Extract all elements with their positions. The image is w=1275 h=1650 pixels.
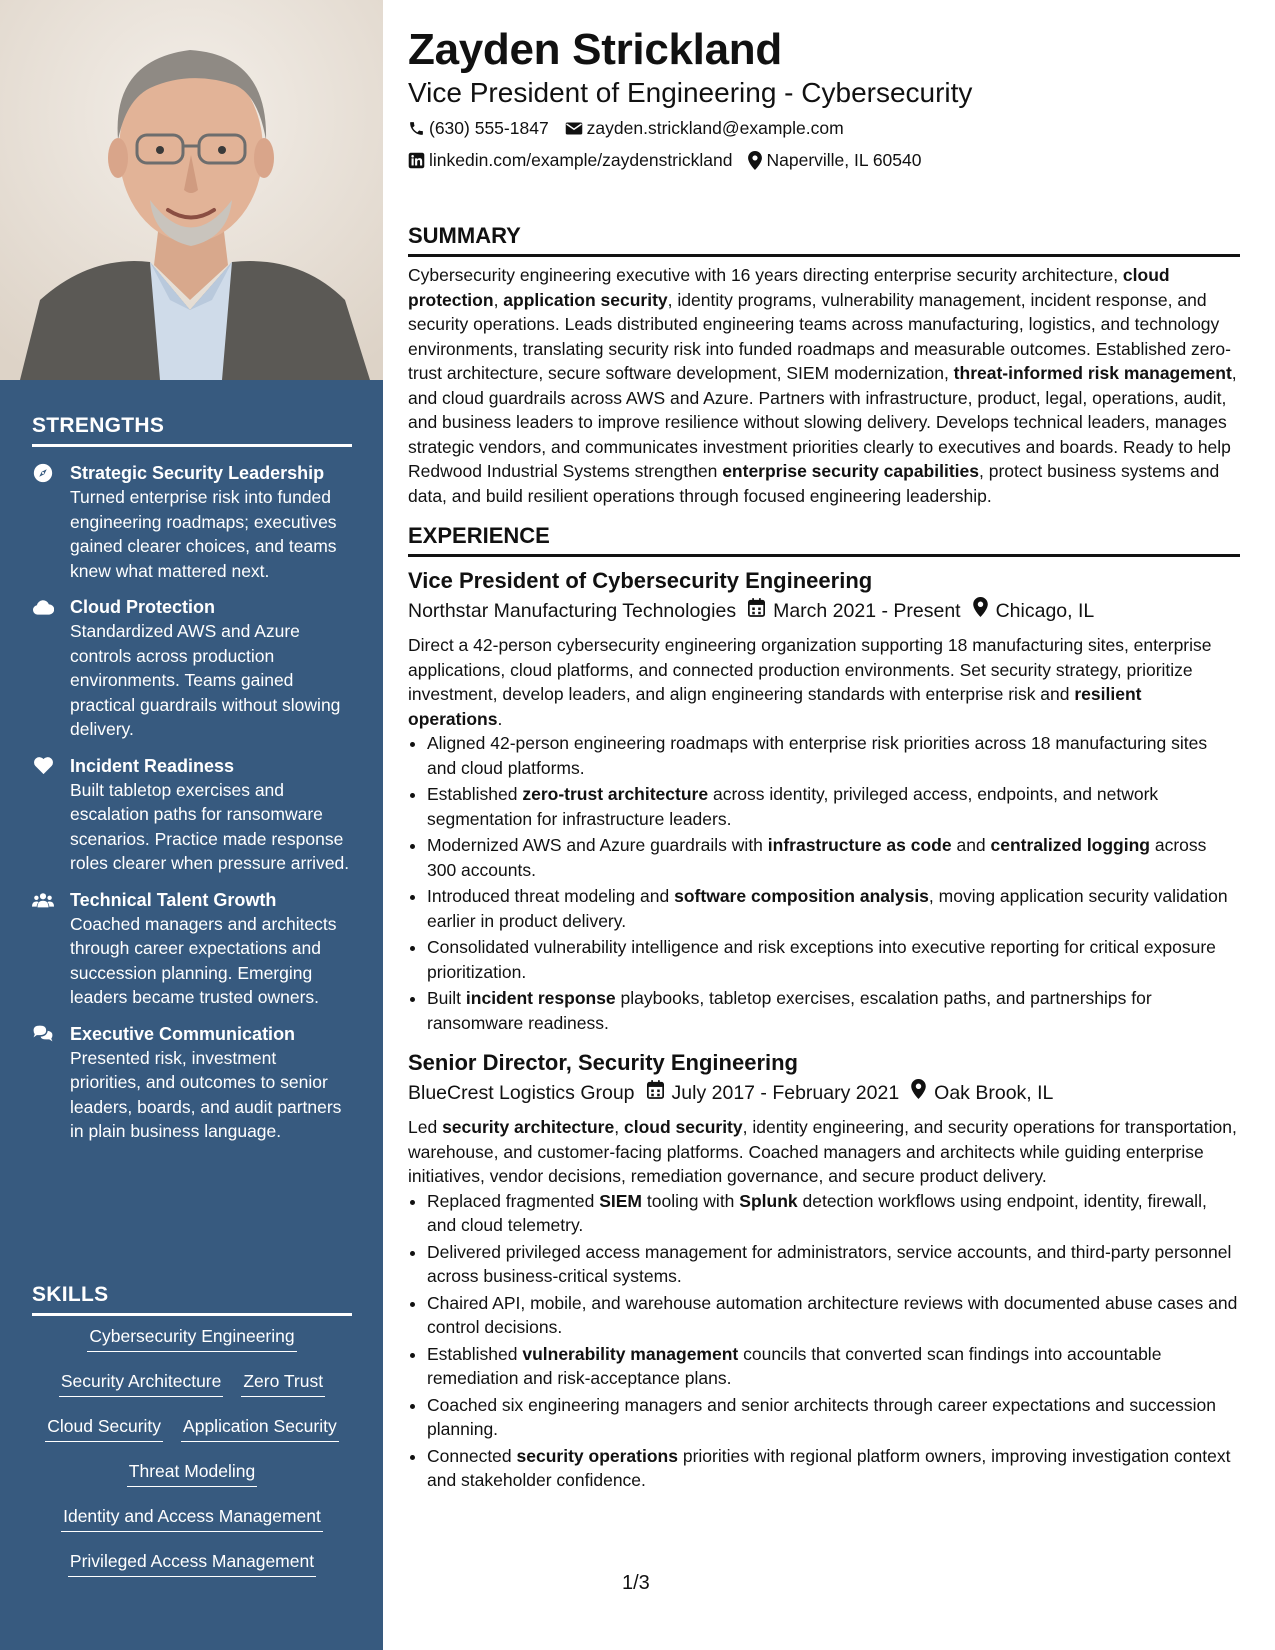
job-intro xyxy=(408,1115,1240,1189)
skill-tag: Identity and Access Management xyxy=(61,1504,323,1532)
job-dates xyxy=(748,597,961,625)
strength-item xyxy=(32,1022,352,1144)
summary-text xyxy=(408,263,1240,508)
bold-phrase: cloud security xyxy=(623,1117,743,1137)
text-run: councils that converted scan findings into accountable remediation and risk-acceptance plans. xyxy=(427,1343,1162,1388)
linkedin-icon xyxy=(408,152,425,169)
calendar-icon xyxy=(748,597,765,625)
company-name: BlueCrest Logistics Group xyxy=(408,1082,635,1104)
location-contact xyxy=(748,144,921,176)
skill-row xyxy=(32,1459,352,1504)
users-icon xyxy=(32,890,54,910)
experience-heading: EXPERIENCE xyxy=(408,522,1240,557)
text-run: , xyxy=(493,289,504,310)
job-title: Senior Director, Security Engineering xyxy=(408,1050,798,1075)
bold-phrase: zero-trust architecture xyxy=(522,784,709,804)
text-run: Replaced fragmented xyxy=(427,1190,600,1211)
strength-description: Presented risk, investment priorities, and outcomes to senior leaders, boards, and audit partners in plain business language. xyxy=(70,1047,342,1141)
skills-section xyxy=(32,1283,352,1594)
text-run: , and cloud guardrails across AWS and Azure. Partners with infrastructure, product, legal, operations, audit, and business leaders to improve resilience without slowing delivery. Develops technical leaders, manages strategic vendors, and communicates investment priorities clearly to executives and boards. Ready to help Redwood Industrial Systems strengthen xyxy=(408,363,1237,481)
page-number: 1/3 xyxy=(622,1572,650,1594)
bullet-item xyxy=(427,833,1240,882)
strengths-heading: STRENGTHS xyxy=(32,414,352,447)
job-intro xyxy=(408,633,1240,731)
strength-description: Coached managers and architects through career expectations and succession planning. Emerging leaders became trusted owners. xyxy=(70,913,337,1007)
envelope-icon xyxy=(565,121,583,136)
strength-title: Executive Communication xyxy=(70,1023,296,1044)
text-run: Direct a 42-person cybersecurity engineering organization supporting 18 manufacturing sites, enterprise applications, cloud platforms, and connected production environments. Set security strategy, prioritize investment, develop leaders, and align engineering standards with enterprise risk and xyxy=(408,635,1212,704)
email-text: zayden.strickland@example.com xyxy=(586,118,844,138)
job-title: Vice President of Cybersecurity Engineering xyxy=(408,568,873,593)
dates-text: July 2017 - February 2021 xyxy=(671,1082,900,1104)
job-bullets xyxy=(408,1189,1240,1493)
bold-phrase: Splunk xyxy=(739,1190,798,1211)
strength-item xyxy=(32,595,352,742)
heart-icon xyxy=(32,756,54,776)
candidate-title: Vice President of Engineering - Cybersecurity xyxy=(408,77,973,108)
bold-phrase: security operations xyxy=(516,1445,678,1466)
summary-heading: SUMMARY xyxy=(408,222,1240,257)
strength-description: Standardized AWS and Azure controls across production environments. Teams gained practical guardrails without slowing delivery. xyxy=(70,621,341,739)
strength-item xyxy=(32,754,352,876)
portrait-illustration xyxy=(0,0,383,380)
skill-row xyxy=(32,1324,352,1369)
skill-tag: Threat Modeling xyxy=(127,1459,257,1487)
contact-row-1 xyxy=(408,112,1240,144)
bullet-item xyxy=(427,986,1240,1035)
text-run: , moving application security validation earlier in product delivery. xyxy=(427,886,1228,931)
text-run: across identity, privileged access, endpoints, and network segmentation for infrastructure leaders. xyxy=(427,784,1159,829)
text-run: Consolidated vulnerability intelligence and risk exceptions into executive reporting for critical exposure prioritization. xyxy=(427,937,1216,982)
strength-description: Turned enterprise risk into funded engineering roadmaps; executives gained clearer choices, and teams knew what mattered next. xyxy=(70,487,337,581)
bold-phrase: infrastructure as code xyxy=(767,835,952,855)
email-contact[interactable] xyxy=(565,112,844,144)
jobs-list xyxy=(408,567,1240,1493)
bullet-item xyxy=(427,731,1240,780)
job-meta xyxy=(408,1079,1240,1107)
map-pin-icon xyxy=(748,151,762,170)
skill-tag: Application Security xyxy=(181,1414,339,1442)
job-entry xyxy=(408,1049,1240,1493)
strengths-section xyxy=(32,414,352,1144)
phone-text: (630) 555-1847 xyxy=(429,118,549,138)
text-run: , identity engineering, and security operations for transportation, warehouse, and customer-facing platforms. Coached managers and architects while guiding enterprise initiatives, vendor decisions, remediation governance, and secure product delivery. xyxy=(408,1117,1237,1186)
profile-photo xyxy=(0,0,383,380)
bullet-item xyxy=(427,1189,1240,1238)
bold-phrase: vulnerability management xyxy=(522,1343,739,1364)
text-run: Modernized AWS and Azure guardrails with xyxy=(427,835,768,855)
bold-phrase: cloud protection xyxy=(408,265,1170,310)
bullet-item xyxy=(427,1240,1240,1289)
comments-icon xyxy=(32,1024,54,1044)
sidebar xyxy=(0,0,383,1650)
bold-phrase: enterprise security capabilities xyxy=(722,461,979,481)
job-bullets xyxy=(408,731,1240,1035)
strength-description: Built tabletop exercises and escalation paths for ransomware scenarios. Practice made response roles clearer when pressure arrived. xyxy=(70,779,350,873)
text-run: tooling with xyxy=(642,1190,740,1211)
cloud-icon xyxy=(32,597,54,617)
skill-tag: Security Architecture xyxy=(59,1369,223,1397)
skill-tag: Cybersecurity Engineering xyxy=(87,1324,296,1352)
text-run: across 300 accounts. xyxy=(427,835,1207,880)
bold-phrase: application security xyxy=(503,289,668,310)
bold-phrase: incident response xyxy=(465,988,616,1008)
text-run: Delivered privileged access management for administrators, service accounts, and third-party personnel across business-critical systems. xyxy=(427,1241,1232,1286)
phone-contact[interactable] xyxy=(408,112,549,144)
bullet-item xyxy=(427,1393,1240,1442)
bold-phrase: resilient operations xyxy=(408,684,1142,729)
skills-list xyxy=(32,1324,352,1594)
text-run: , xyxy=(614,1117,624,1137)
bold-phrase: threat-informed risk management xyxy=(953,363,1232,383)
text-run: , identity programs, vulnerability management, incident response, and security operations. Leads distributed engineering teams across manufacturing, logistics, and technology environments, translating security risk into funded roadmaps and measurable outcomes. Established zero-trust architecture, secure software development, SIEM modernization, xyxy=(408,289,1231,383)
dates-text: March 2021 - Present xyxy=(773,600,961,622)
job-dates xyxy=(647,1079,900,1107)
job-meta xyxy=(408,597,1240,625)
text-run: , protect business systems and data, and build resilient operations through focused engineering leadership. xyxy=(408,461,1220,506)
text-run: Led xyxy=(408,1117,443,1137)
bullet-item xyxy=(427,1342,1240,1391)
main-content xyxy=(408,0,1240,1495)
text-run: Aligned 42-person engineering roadmaps with enterprise risk priorities across 18 manufacturing sites and cloud platforms. xyxy=(427,733,1208,778)
text-run: playbooks, tabletop exercises, escalation paths, and partnerships for ransomware readiness. xyxy=(427,988,1152,1033)
skill-row xyxy=(32,1549,352,1594)
linkedin-text: linkedin.com/example/zaydenstrickland xyxy=(429,150,733,170)
text-run: Chaired API, mobile, and warehouse automation architecture reviews with documented abuse cases and control decisions. xyxy=(427,1292,1238,1337)
job-entry xyxy=(408,567,1240,1035)
bullet-item xyxy=(427,1444,1240,1493)
strength-title: Technical Talent Growth xyxy=(70,889,277,910)
location-text: Naperville, IL 60540 xyxy=(766,150,922,170)
strengths-list xyxy=(32,461,352,1144)
text-run: Built xyxy=(427,988,466,1008)
text-run: Established xyxy=(427,784,523,804)
bullet-item xyxy=(427,884,1240,933)
strength-title: Cloud Protection xyxy=(70,597,215,617)
bullet-item xyxy=(427,935,1240,984)
bold-phrase: security architecture xyxy=(442,1117,615,1137)
skill-tag: Privileged Access Management xyxy=(68,1549,316,1577)
skill-tag: Cloud Security xyxy=(45,1414,163,1442)
location-text: Oak Brook, IL xyxy=(934,1082,1054,1104)
bold-phrase: centralized logging xyxy=(990,835,1150,855)
text-run: detection workflows using endpoint, identity, firewall, and cloud telemetry. xyxy=(427,1190,1207,1235)
skill-row xyxy=(32,1504,352,1549)
text-run: Coached six engineering managers and senior architects through career expectations and succession planning. xyxy=(427,1394,1216,1439)
candidate-name: Zayden Strickland xyxy=(408,25,782,74)
summary-section xyxy=(408,222,1240,508)
text-run: Introduced threat modeling and xyxy=(427,886,675,906)
linkedin-contact[interactable] xyxy=(408,144,732,176)
bullet-item xyxy=(427,1291,1240,1340)
contact-row-2 xyxy=(408,144,1240,176)
map-pin-icon xyxy=(911,1079,926,1107)
strength-title: Strategic Security Leadership xyxy=(70,463,325,483)
company-name: Northstar Manufacturing Technologies xyxy=(408,600,737,622)
text-run: Cybersecurity engineering executive with 16 years directing enterprise security architecture, xyxy=(408,265,1123,285)
job-location xyxy=(973,597,1095,625)
text-run: . xyxy=(497,708,503,729)
skill-tag: Zero Trust xyxy=(241,1369,325,1397)
text-run: Connected xyxy=(427,1445,517,1466)
strength-item xyxy=(32,888,352,1010)
skills-heading: SKILLS xyxy=(32,1283,352,1316)
strength-item xyxy=(32,461,352,583)
phone-icon xyxy=(408,120,425,137)
compass-icon xyxy=(32,463,54,483)
text-run: Established xyxy=(427,1343,523,1364)
map-pin-icon xyxy=(973,597,988,625)
bullet-item xyxy=(427,782,1240,831)
experience-section xyxy=(408,522,1240,1493)
location-text: Chicago, IL xyxy=(995,600,1095,622)
strength-title: Incident Readiness xyxy=(70,755,235,776)
job-location xyxy=(911,1079,1053,1107)
skill-row xyxy=(32,1414,352,1459)
bold-phrase: software composition analysis xyxy=(674,886,929,906)
text-run: priorities with regional platform owners, improving investigation context and stakeholder confidence. xyxy=(427,1445,1231,1490)
skill-row xyxy=(32,1369,352,1414)
text-run: and xyxy=(951,835,991,855)
bold-phrase: SIEM xyxy=(599,1190,642,1211)
calendar-icon xyxy=(647,1079,664,1107)
